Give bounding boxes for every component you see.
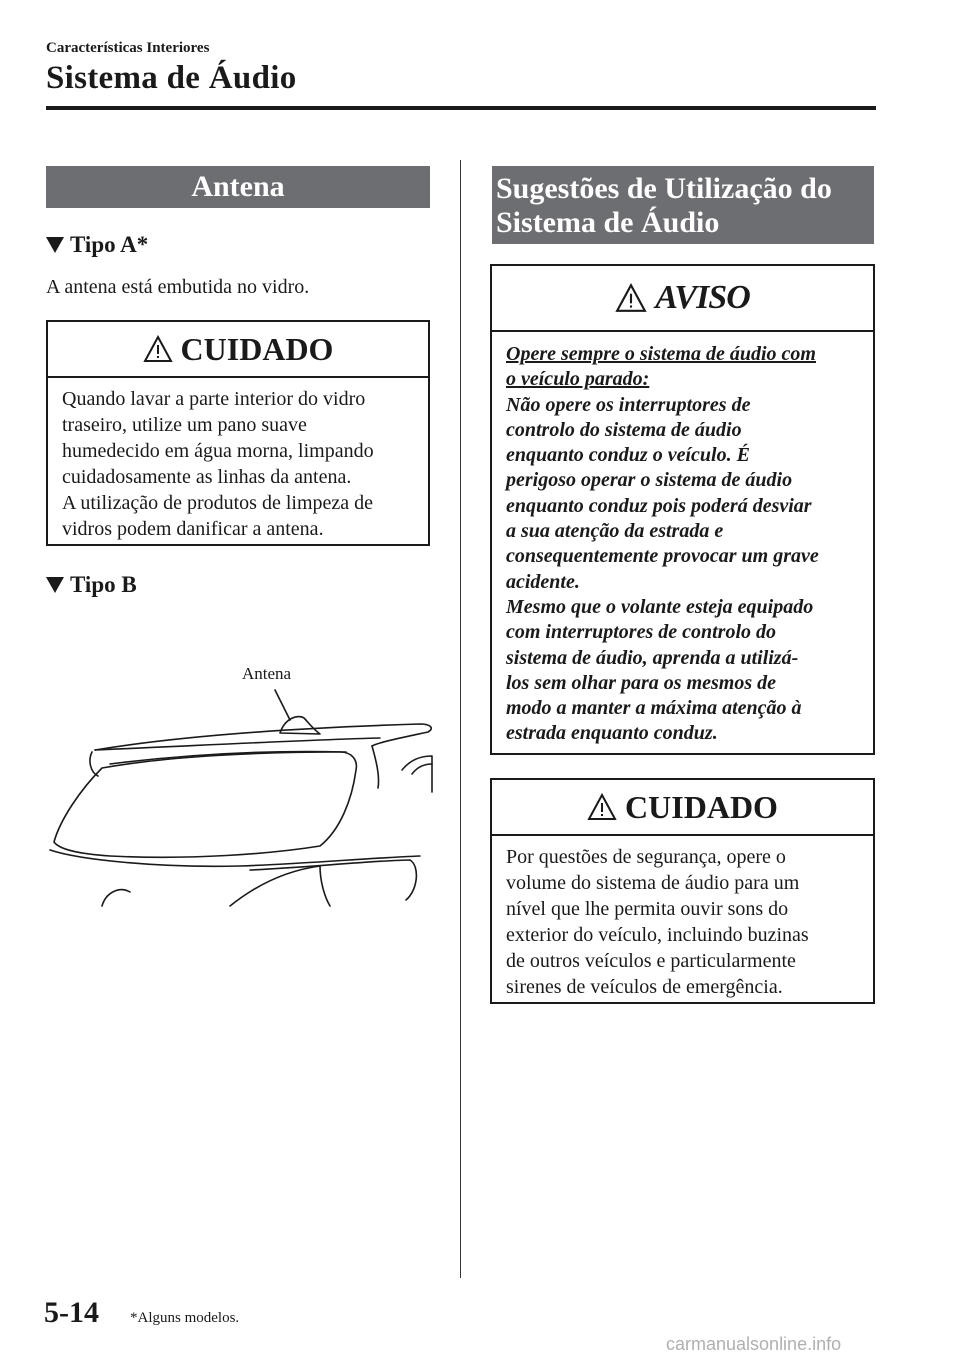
section-title: Sistema de Áudio: [46, 60, 297, 96]
sugestoes-heading-line: Sistema de Áudio: [496, 206, 720, 239]
chapter-title: Características Interiores: [46, 40, 210, 56]
caution-label: CUIDADO: [625, 788, 778, 825]
warning-line: acidente.: [506, 570, 580, 593]
warning-text: [492, 332, 873, 757]
warning-line: a sua atenção da estrada e: [506, 520, 724, 543]
caution-line: Por questões de segurança, opere o: [506, 846, 786, 868]
tipo-b-heading: [46, 572, 137, 598]
warning-line: com interruptores de controlo do: [506, 621, 777, 644]
caution-line: nível que lhe permita ouvir sons do: [506, 898, 789, 920]
tipo-a-text: A antena está embutida no vidro.: [46, 276, 310, 298]
caution-box-volume: [490, 778, 875, 1004]
warning-label: AVISO: [655, 279, 750, 316]
caution-text: [492, 836, 873, 1010]
caution-line: sirenes de veículos de emergência.: [506, 976, 783, 998]
caution-line: de outros veículos e particularmente: [506, 950, 796, 972]
sugestoes-heading: [492, 166, 874, 244]
antena-heading: Antena: [46, 166, 430, 208]
tipo-a-label: Tipo A*: [70, 232, 149, 257]
caution-line: cuidadosamente as linhas da antena.: [62, 466, 352, 488]
rear-antenna-illustration: [40, 660, 440, 920]
caution-line: volume do sistema de áudio para um: [506, 872, 800, 894]
warning-line: enquanto conduz o veículo. É: [506, 444, 750, 467]
caution-line: traseiro, utilize um pano suave: [62, 414, 307, 436]
warning-line: consequentemente provocar um grave: [506, 545, 819, 568]
header-rule: [46, 106, 876, 110]
warning-triangle-icon: [615, 283, 647, 313]
footnote: *Alguns modelos.: [130, 1310, 240, 1326]
warning-line: controlo do sistema de áudio: [506, 418, 742, 441]
tipo-a-heading: [46, 232, 148, 258]
page-number: 5-14: [44, 1296, 99, 1329]
antenna-callout-label: Antena: [242, 664, 292, 683]
warning-triangle-icon: [143, 335, 173, 363]
warning-line: Mesmo que o volante esteja equipado: [506, 595, 814, 618]
warning-line: estrada enquanto conduz.: [506, 722, 718, 745]
caution-line: vidros podem danificar a antena.: [62, 518, 324, 540]
caution-label: CUIDADO: [180, 330, 334, 367]
warning-triangle-icon: [587, 793, 617, 821]
caution-header: [48, 322, 428, 378]
caution-header: [492, 780, 873, 836]
caution-line: A utilização de produtos de limpeza de: [62, 492, 374, 514]
caution-box-antena: [46, 320, 430, 546]
warning-box: [490, 264, 875, 755]
warning-line: modo a manter a máxima atenção à: [506, 697, 802, 720]
triangle-down-icon: [46, 577, 64, 593]
warning-line: los sem olhar para os mesmos de: [506, 671, 777, 694]
warning-header: [492, 266, 873, 332]
caution-line: humedecido em água morna, limpando: [62, 440, 374, 462]
watermark: carmanualsonline.info: [666, 1334, 842, 1354]
column-divider: [460, 160, 461, 1278]
warning-underlined-line: Opere sempre o sistema de áudio com: [506, 343, 816, 365]
caution-line: exterior do veículo, incluindo buzinas: [506, 924, 809, 946]
warning-line: sistema de áudio, aprenda a utilizá-: [506, 646, 799, 669]
caution-line: Quando lavar a parte interior do vidro: [62, 388, 366, 410]
triangle-down-icon: [46, 237, 64, 253]
warning-line: perigoso operar o sistema de áudio: [506, 469, 793, 492]
caution-text: [48, 378, 428, 552]
sugestoes-heading-line: Sugestões de Utilização do: [496, 172, 832, 205]
warning-line: Não opere os interruptores de: [506, 393, 751, 416]
warning-line: enquanto conduz pois poderá desviar: [506, 494, 812, 517]
warning-underlined-line: o veículo parado:: [506, 368, 650, 391]
tipo-b-label: Tipo B: [70, 572, 137, 597]
